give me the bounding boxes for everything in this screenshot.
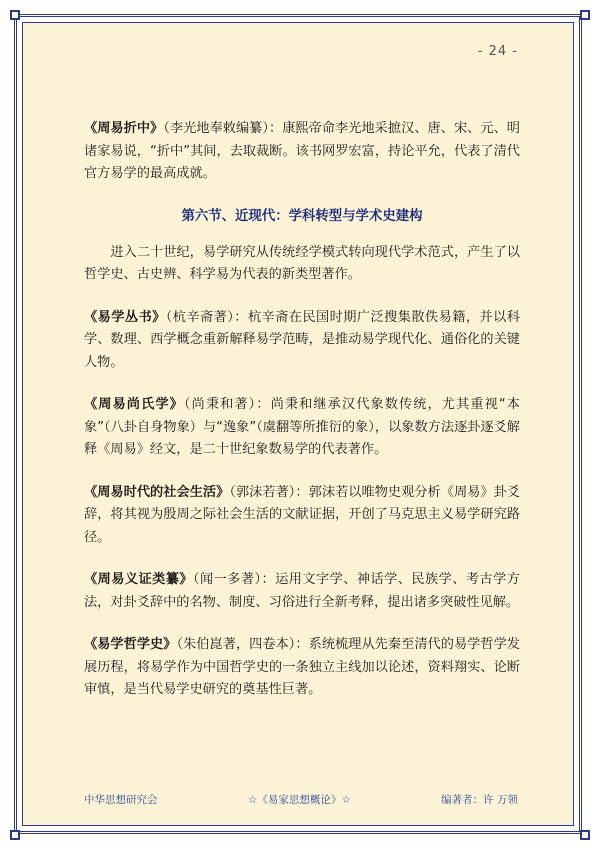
footer-book-title: ☆《易家思想概论》☆: [247, 794, 351, 806]
book-author: （杭辛斋著）：: [165, 309, 248, 325]
page-footer: [84, 792, 518, 807]
book-description: 运用文字学、神话学、民族学、考古学方法，对卦爻辞中的名物、制度、习俗进行全新考释，提出诸多突破性见解。: [84, 572, 520, 610]
footer-organization: 中华思想研究会: [84, 794, 158, 806]
section-intro: 进入二十世纪，易学研究从传统经学模式转向现代学术范式，产生了以哲学史、古史辨、科学易为代表的新类型著作。: [84, 244, 520, 282]
book-description: 系统梳理从先秦至清代的易学哲学发展历程，将易学作为中国哲学史的一条独立主线加以论述，资料翔实、论断审慎，是当代易学史研究的奠基性巨著。: [84, 637, 520, 697]
corner-ornament: [580, 830, 590, 840]
section-heading: 第六节、近现代：学科转型与学术史建构: [181, 208, 423, 224]
book-title: 《周易义证类纂》: [84, 572, 193, 587]
entry-yizheng-leizuan: [84, 569, 520, 614]
book-title: 《周易折中》: [84, 121, 164, 136]
book-author: （郭沫若著）：: [229, 484, 309, 500]
entry-shangshi-xue: [84, 394, 520, 462]
corner-ornament: [10, 830, 20, 840]
book-author: （尚秉和著）：: [183, 397, 271, 412]
book-title: 《易学丛书》: [84, 309, 166, 325]
entry-zhexue-shi: [84, 634, 520, 702]
footer-editor: 编著者：许 万领: [441, 794, 518, 806]
main-content: [84, 118, 520, 702]
corner-ornament: [10, 10, 20, 20]
book-title: 《周易时代的社会生活》: [84, 484, 230, 500]
book-title: 《周易尚氏学》: [84, 397, 184, 412]
book-description: 杭辛斋在民国时期广泛搜集散佚易籍，并以科学、数理、西学概念重新解释易学范畴，是推动易学现代化、通俗化的关键人物。: [84, 309, 520, 370]
book-author: （李光地奉敕编纂）：: [163, 121, 283, 136]
corner-ornament: [580, 10, 590, 20]
book-author: （朱伯崑著，四卷本）：: [176, 637, 309, 652]
book-author: （闻一多著）：: [193, 572, 276, 587]
book-title: 《易学哲学史》: [84, 637, 177, 652]
entry-zhezhong: [84, 118, 520, 186]
book-description: 康熙帝命李光地采摭汉、唐、宋、元、明诸家易说，“折中”其间，去取裁断。该书网罗宏富，持论平允，代表了清代官方易学的最高成就。: [84, 121, 520, 181]
book-description: 尚秉和继承汉代象数传统，尤其重视“本象”（八卦自身物象）与“逸象”（虞翻等所推衍的象），以象数方法逐卦逐爻解释《周易》经文，是二十世纪象数易学的代表著作。: [84, 397, 520, 457]
book-description: 郭沫若以唯物史观分析《周易》卦爻辞，将其视为殷周之际社会生活的文献证据，开创了马克思主义易学研究路径。: [84, 484, 521, 545]
page-number: - 24 -: [477, 44, 518, 59]
entry-shehui-shenghuo: [84, 482, 520, 550]
entry-yixue-congshu: [84, 307, 520, 375]
